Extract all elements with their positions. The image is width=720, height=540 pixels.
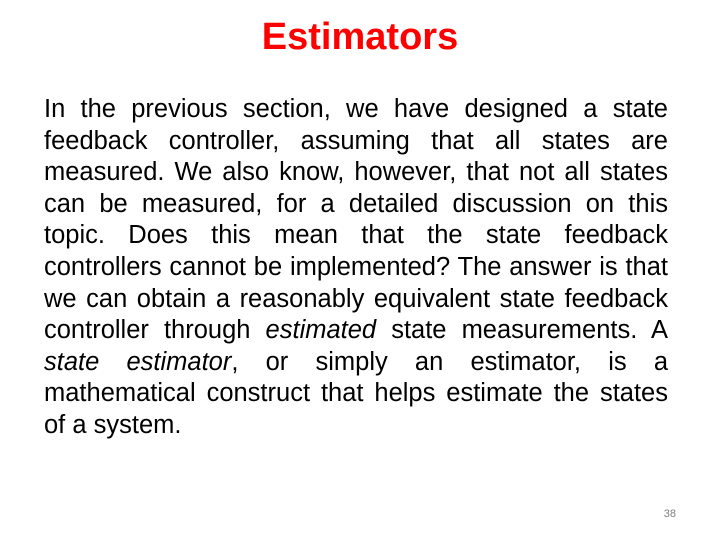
slide-body-text	[44, 94, 668, 442]
emphasis-estimated: estimated	[265, 316, 377, 345]
body-text-part-1: In the previous section, we have designed a state feedback controller, assuming that all states are measured. We also know, however, that not all states can be measured, for a detailed discussion on this topic. Does this mean that the state feedback controllers cannot be implemented? The answer is that we can obtain a reasonably equivalent state feedback controller through	[44, 95, 668, 345]
body-text-part-2: state measurements. A	[376, 316, 668, 345]
emphasis-state-estimator: state estimator	[44, 347, 232, 376]
slide-title: Estimators	[261, 16, 459, 58]
page-number: 38	[663, 508, 676, 520]
body-text-part-3: , or simply an estimator, is a mathematical construct that helps estimate the states of a system.	[44, 347, 668, 439]
